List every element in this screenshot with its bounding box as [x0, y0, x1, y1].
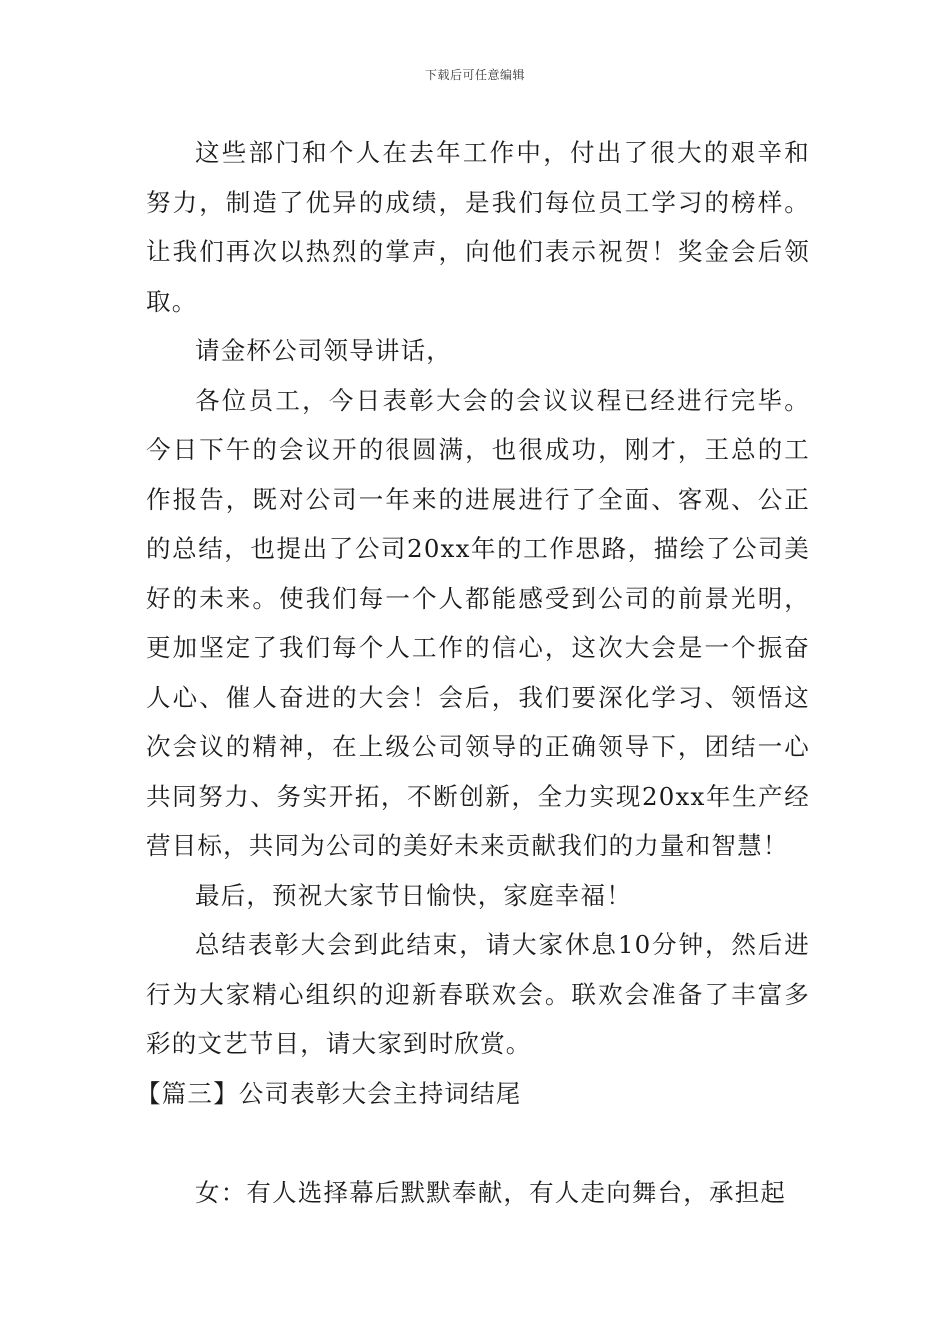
page-header: 下载后可任意编辑: [424, 68, 525, 82]
paragraph-meeting-summary: 各位员工，今日表彰大会的会议议程已经进行完毕。今日下午的会议开的很圆满，也很成功，刚才，王总的工作报告，既对公司一年来的进展进行了全面、客观、公正的总结，也提出了公司20xx年的工作思路，描绘了公司美好的未来。使我们每一个人都能感受到公司的前景光明，更加坚定了我们每个人工作的信心，这次大会是一个振奋人心、催人奋进的大会！会后，我们要深化学习、领悟这次会议的精神，在上级公司领导的正确领导下，团结一心共同努力、务实开拓，不断创新，全力实现20xx年生产经营目标，共同为公司的美好未来贡献我们的力量和智慧！: [146, 385, 810, 860]
document-body: [136, 128, 810, 1217]
paragraph-congratulations: 这些部门和个人在去年工作中，付出了很大的艰辛和努力，制造了优异的成绩，是我们每位员工学习的榜样。让我们再次以热烈的掌声，向他们表示祝贺！奖金会后领取。: [146, 138, 810, 316]
blank-line: [146, 1118, 810, 1168]
paragraph-host-female: 女：有人选择幕后默默奉献，有人走向舞台，承担起: [195, 1177, 787, 1207]
paragraph-closing-announcement: 总结表彰大会到此结束，请大家休息10分钟，然后进行为大家精心组织的迎新春联欢会。联欢会准备了丰富多彩的文艺节目，请大家到时欣赏。: [146, 930, 810, 1058]
paragraph-invite-speech: 请金杯公司领导讲话，: [195, 336, 452, 365]
paragraph-holiday-wishes: 最后，预祝大家节日愉快，家庭幸福！: [195, 880, 632, 910]
section-heading: 【篇三】公司表彰大会主持词结尾: [136, 1078, 522, 1108]
